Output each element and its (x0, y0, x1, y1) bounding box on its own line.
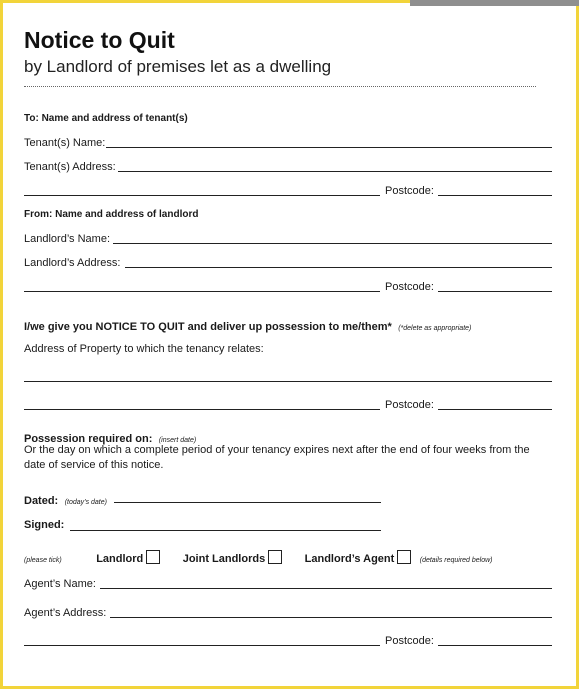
signed-label: Signed: (24, 519, 65, 531)
please-tick-note: (please tick) (24, 557, 62, 564)
landlord-name-label: Landlord’s Name: (24, 233, 111, 245)
agent-address-field-2[interactable] (24, 645, 380, 646)
option-landlords-agent-label: Landlord’s Agent (304, 553, 395, 565)
landlord-section-heading: From: Name and address of landlord (24, 209, 199, 220)
property-postcode-label: Postcode: (385, 399, 434, 411)
dated-label: Dated: (24, 495, 59, 507)
possession-text-line-2: date of service of this notice. (24, 459, 164, 471)
agent-address-label: Agent’s Address: (24, 607, 107, 619)
landlord-address-field[interactable] (125, 267, 552, 268)
landlords-agent-checkbox[interactable] (397, 550, 411, 564)
tenant-name-label: Tenant(s) Name: (24, 137, 106, 149)
top-accent-bar (410, 0, 579, 6)
property-address-field[interactable] (24, 381, 552, 382)
tenant-section-heading: To: Name and address of tenant(s) (24, 113, 188, 124)
landlord-address-field-2[interactable] (24, 291, 380, 292)
possession-date-note: (insert date) (158, 437, 197, 444)
notice-delete-note: (*delete as appropriate) (398, 325, 472, 332)
page-subtitle: by Landlord of premises let as a dwelling (24, 57, 332, 76)
landlord-address-label: Landlord’s Address: (24, 257, 121, 269)
page-title: Notice to Quit (24, 27, 175, 53)
tenant-address-field[interactable] (118, 171, 552, 172)
dated-field[interactable] (114, 502, 381, 503)
agent-postcode-field[interactable] (438, 645, 552, 646)
tenant-postcode-field[interactable] (438, 195, 552, 196)
property-postcode-field[interactable] (438, 409, 552, 410)
option-joint-landlords-label: Joint Landlords (182, 553, 266, 565)
tenant-postcode-label: Postcode: (385, 185, 434, 197)
dated-note: (today’s date) (64, 499, 107, 506)
tick-row (24, 549, 493, 567)
tenant-address-label: Tenant(s) Address: (24, 161, 116, 173)
joint-landlords-checkbox[interactable] (268, 550, 282, 564)
tenant-name-field[interactable] (106, 147, 552, 148)
possession-text-line-1: Or the day on which a complete period of your tenancy expires next after the end of four weeks from the (24, 444, 530, 456)
signed-field[interactable] (70, 530, 381, 531)
landlord-postcode-field[interactable] (438, 291, 552, 292)
property-address-field-2[interactable] (24, 409, 380, 410)
details-required-note: (details required below) (419, 557, 493, 564)
dated-row (24, 491, 107, 509)
landlord-checkbox[interactable] (146, 550, 160, 564)
option-landlord-label: Landlord (96, 553, 144, 565)
title-divider (24, 86, 536, 87)
landlord-name-field[interactable] (113, 243, 552, 244)
possession-heading: Possession required on: (24, 433, 153, 445)
property-address-label: Address of Property to which the tenancy relates: (24, 343, 264, 355)
agent-address-field[interactable] (110, 617, 552, 618)
notice-heading-row (24, 317, 471, 335)
tenant-address-field-2[interactable] (24, 195, 380, 196)
agent-name-label: Agent’s Name: (24, 578, 96, 590)
agent-name-field[interactable] (100, 588, 552, 589)
agent-postcode-label: Postcode: (385, 635, 434, 647)
landlord-postcode-label: Postcode: (385, 281, 434, 293)
notice-heading: I/we give you NOTICE TO QUIT and deliver up possession to me/them* (24, 321, 392, 333)
